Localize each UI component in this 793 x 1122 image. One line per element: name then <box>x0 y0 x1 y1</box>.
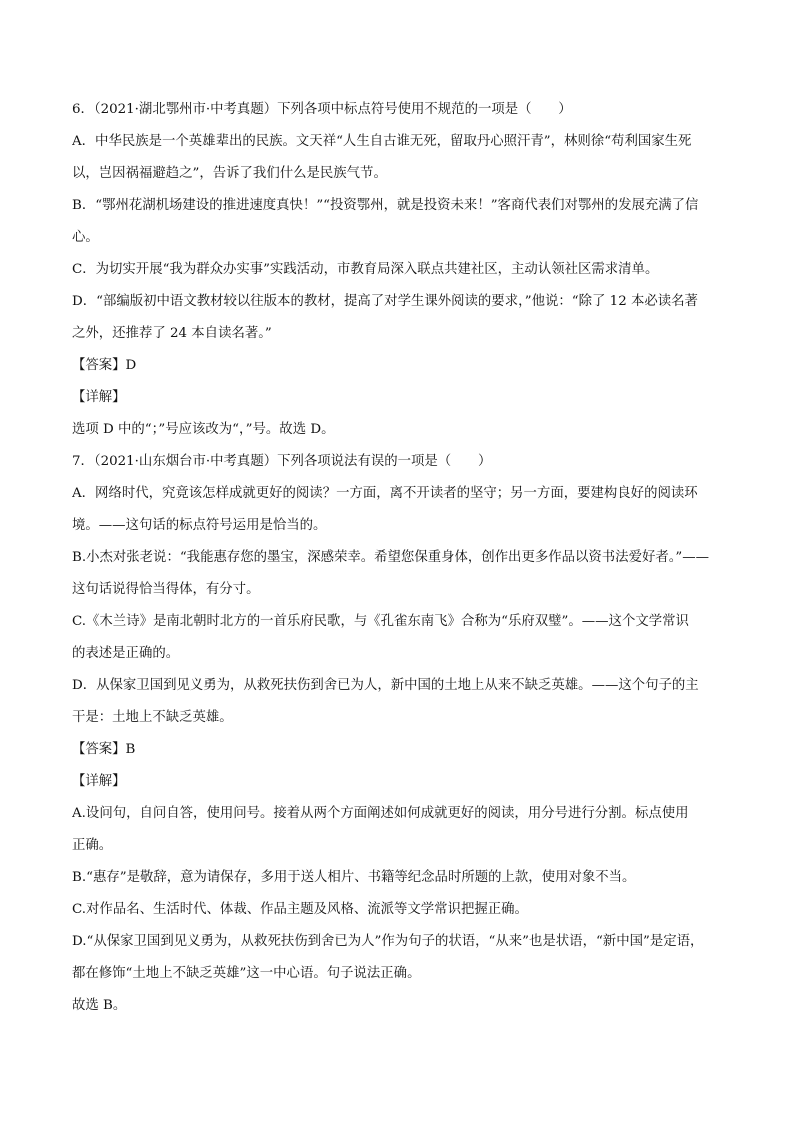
option-c-line: C．为切实开展“我为群众办实事”实践活动，市教育局深入联点共建社区，主动认领社区需求清单。 <box>72 262 659 277</box>
question-7-stem: 7．（2021·山东烟台市·中考真题）下列各项说法有误的一项是（ ） <box>72 454 492 469</box>
explanation-label: 【详解】 <box>72 774 126 789</box>
explanation-text: 选项 D 中的“；”号应该改为“，”号。故选 D。 <box>72 422 335 437</box>
option-d-line: 之外，还推荐了 24 本自读名著。” <box>72 326 272 341</box>
option-d-line: D．“部编版初中语文教材较以往版本的教材，提高了对学生课外阅读的要求，”他说：“除了 12 本必读名著 <box>72 294 698 309</box>
option-a-line: 境。——这句话的标点符号运用是恰当的。 <box>72 518 327 533</box>
option-a-line: 以，岂因祸福避趋之”，告诉了我们什么是民族气节。 <box>72 166 387 181</box>
explanation-text: 正确。 <box>72 838 113 853</box>
explanation-text: D.“从保家卫国到见义勇为，从救死扶伤到舍已为人”作为句子的状语，“从来”也是状语，“新中国”是定语， <box>72 934 704 949</box>
option-b-line: 心。 <box>72 230 99 245</box>
explanation-text: C.对作品名、生活时代、体裁、作品主题及风格、流派等文学常识把握正确。 <box>72 902 528 917</box>
explanation-text: 都在修饰“土地上不缺乏英雄”这一中心语。句子说法正确。 <box>72 966 421 981</box>
option-c-line: C.《木兰诗》是南北朝时北方的一首乐府民歌，与《孔雀东南飞》合称为“乐府双璧”。——这个文学常识 <box>72 614 689 629</box>
option-a-line: A．网络时代，究竟该怎样成就更好的阅读？一方面，离不开读者的坚守；另一方面，要建构良好的阅读环 <box>72 486 698 501</box>
option-d-line: D．从保家卫国到见义勇为，从救死扶伤到舍已为人，新中国的土地上从来不缺乏英雄。——这个句子的主 <box>72 678 699 693</box>
option-b-line: B．“鄂州花湖机场建设的推进速度真快！”“投资鄂州，就是投资未来！”客商代表们对鄂州的发展充满了信 <box>72 198 699 213</box>
explanation-label: 【详解】 <box>72 390 126 405</box>
answer-label: 【答案】D <box>72 358 137 373</box>
final-answer: 故选 B。 <box>72 998 127 1013</box>
option-a-line: A．中华民族是一个英雄辈出的民族。文天祥“人生自古谁无死，留取丹心照汗青”，林则徐“苟利国家生死 <box>72 134 692 149</box>
answer-label: 【答案】B <box>72 742 136 757</box>
option-d-line: 干是：土地上不缺乏英雄。 <box>72 710 233 725</box>
option-b-line: 这句话说得恰当得体，有分寸。 <box>72 582 260 597</box>
question-6-stem: 6．（2021·湖北鄂州市·中考真题）下列各项中标点符号使用不规范的一项是（ ） <box>72 102 572 117</box>
explanation-text: B.“惠存”是敬辞，意为请保存，多用于送人相片、书籍等纪念品时所题的上款，使用对象不当。 <box>72 870 636 885</box>
explanation-text: A.设问句，自问自答，使用问号。接着从两个方面阐述如何成就更好的阅读，用分号进行分割。标点使用 <box>72 806 689 821</box>
option-c-line: 的表述是正确的。 <box>72 646 180 661</box>
option-b-line: B.小杰对张老说：“我能惠存您的墨宝，深感荣幸。希望您保重身体，创作出更多作品以资书法爱好者。”—— <box>72 550 710 565</box>
